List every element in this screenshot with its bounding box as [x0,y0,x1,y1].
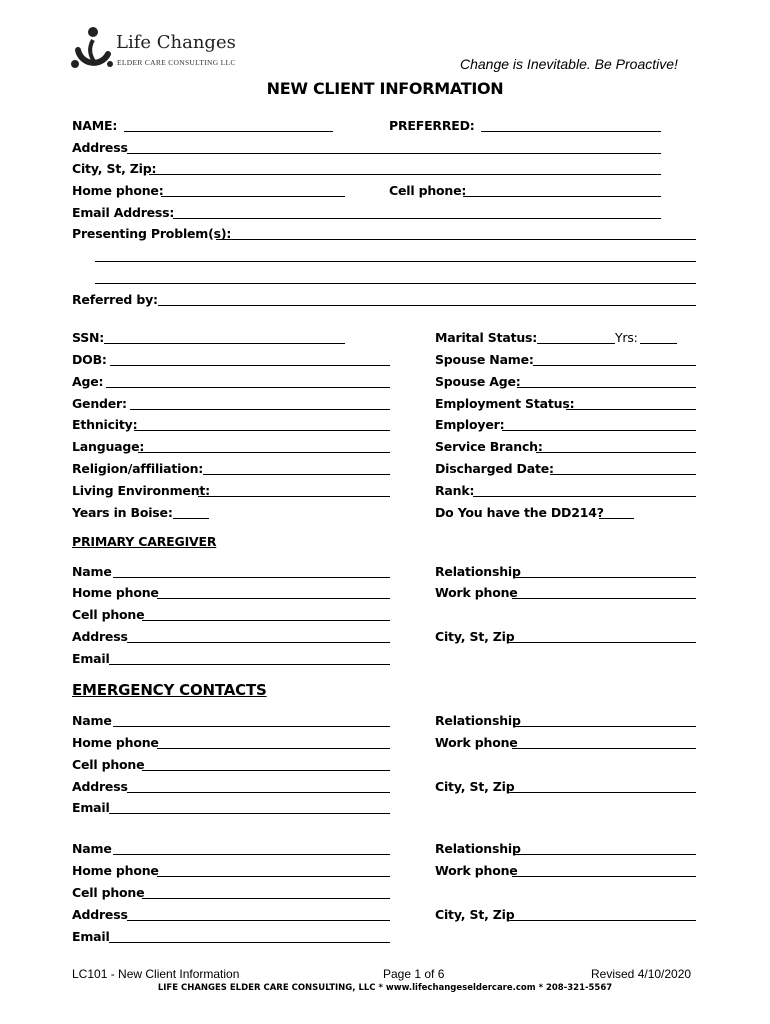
pc-address-field[interactable] [127,642,390,643]
years-in-boise-field[interactable] [173,518,209,519]
pc-cell-phone-field[interactable] [142,620,390,621]
discharged-date-label: Discharged Date: [435,461,554,476]
ec1-city-label: City, St, Zip [435,779,515,794]
footer-company-line: LIFE CHANGES ELDER CARE CONSULTING, LLC * www.lifechangeseldercare.com * 208-321-5567 [157,983,613,993]
ec2-work-phone-field[interactable] [512,876,696,877]
logo-figure-icon [70,26,114,72]
employer-label: Employer: [435,417,505,432]
rank-field[interactable] [473,496,696,497]
dd214-field[interactable] [599,518,634,519]
age-field[interactable] [106,387,390,388]
ec2-home-phone-field[interactable] [157,876,390,877]
employer-field[interactable] [502,430,696,431]
ssn-field[interactable] [104,343,345,344]
emergency-contacts-heading: EMERGENCY CONTACTS [72,681,267,699]
pc-city-field[interactable] [509,642,696,643]
referred-field[interactable] [158,305,696,306]
dob-label: DOB: [72,352,107,367]
discharged-date-field[interactable] [550,474,696,475]
yrs-label: Yrs: [615,330,638,345]
pc-email-label: Email [72,651,110,666]
home-phone-field[interactable] [161,196,345,197]
yrs-field[interactable] [640,343,677,344]
footer-page-number: Page 1 of 6 [383,967,445,981]
ec1-email-field[interactable] [109,813,390,814]
logo-subtitle: ELDER CARE CONSULTING LLC [117,58,236,67]
ec2-address-field[interactable] [127,920,390,921]
ec2-name-field[interactable] [113,854,390,855]
ec1-home-phone-field[interactable] [157,748,390,749]
age-label: Age: [72,374,104,389]
pc-home-phone-label: Home phone [72,585,159,600]
ec2-email-field[interactable] [109,942,390,943]
pc-home-phone-field[interactable] [157,598,390,599]
referred-label: Referred by: [72,292,158,307]
ec1-address-field[interactable] [127,792,390,793]
living-environment-label: Living Environment: [72,483,210,498]
primary-caregiver-heading: PRIMARY CAREGIVER [72,534,217,549]
address-field[interactable] [127,153,661,154]
service-branch-field[interactable] [536,452,696,453]
marital-status-label: Marital Status: [435,330,538,345]
logo-name: Life Changes [116,32,236,53]
dob-field[interactable] [110,365,390,366]
name-label: NAME: [72,118,118,133]
presenting-field-2[interactable] [95,261,696,262]
presenting-label: Presenting Problem(s): [72,226,232,241]
service-branch-label: Service Branch: [435,439,543,454]
ec2-cell-phone-field[interactable] [142,898,390,899]
ec1-cell-phone-label: Cell phone [72,757,145,772]
ec1-work-phone-label: Work phone [435,735,518,750]
religion-field[interactable] [203,474,390,475]
ec1-address-label: Address [72,779,128,794]
ethnicity-field[interactable] [134,430,390,431]
footer-form-id: LC101 - New Client Information [72,967,240,981]
ec1-relationship-field[interactable] [515,726,696,727]
logo [70,26,250,74]
ec1-email-label: Email [72,800,110,815]
cell-phone-label: Cell phone: [389,183,467,198]
cell-phone-field[interactable] [463,196,661,197]
ec2-city-field[interactable] [509,920,696,921]
employment-status-label: Employment Status: [435,396,575,411]
preferred-label: PREFERRED: [389,118,475,133]
ethnicity-label: Ethnicity: [72,417,138,432]
presenting-field-3[interactable] [95,283,696,284]
gender-label: Gender: [72,396,127,411]
living-environment-field[interactable] [198,496,390,497]
ec1-city-field[interactable] [509,792,696,793]
gender-field[interactable] [130,409,390,410]
pc-address-label: Address [72,629,128,644]
ec2-work-phone-label: Work phone [435,863,518,878]
ec2-city-label: City, St, Zip [435,907,515,922]
home-phone-label: Home phone: [72,183,164,198]
ec1-home-phone-label: Home phone [72,735,159,750]
email-field[interactable] [173,218,661,219]
tagline: Change is Inevitable. Be Proactive! [460,56,678,72]
religion-label: Religion/affiliation: [72,461,204,476]
spouse-age-field[interactable] [517,387,696,388]
footer-revised: Revised 4/10/2020 [591,967,692,981]
pc-city-label: City, St, Zip [435,629,515,644]
page-title: NEW CLIENT INFORMATION [266,79,504,98]
pc-cell-phone-label: Cell phone [72,607,145,622]
pc-work-phone-label: Work phone [435,585,518,600]
ec2-cell-phone-label: Cell phone [72,885,145,900]
language-field[interactable] [138,452,390,453]
spouse-name-label: Spouse Name: [435,352,534,367]
name-field[interactable] [124,131,333,132]
city-label: City, St, Zip: [72,161,157,176]
email-label: Email Address: [72,205,175,220]
ec1-name-label: Name [72,713,112,728]
ec2-relationship-field[interactable] [515,854,696,855]
ec2-address-label: Address [72,907,128,922]
pc-name-label: Name [72,564,112,579]
pc-name-field[interactable] [113,577,390,578]
city-field[interactable] [149,174,661,175]
language-label: Language: [72,439,145,454]
spouse-name-field[interactable] [533,365,696,366]
spouse-age-label: Spouse Age: [435,374,521,389]
preferred-field[interactable] [481,131,661,132]
years-in-boise-label: Years in Boise: [72,505,173,520]
pc-relationship-label: Relationship [435,564,521,579]
dd214-label: Do You have the DD214? [435,505,604,520]
ec1-cell-phone-field[interactable] [142,770,390,771]
ec2-email-label: Email [72,929,110,944]
ec2-home-phone-label: Home phone [72,863,159,878]
ec1-relationship-label: Relationship [435,713,521,728]
ssn-label: SSN: [72,330,105,345]
pc-work-phone-field[interactable] [512,598,696,599]
rank-label: Rank: [435,483,475,498]
marital-status-field[interactable] [537,343,615,344]
address-label: Address [72,140,128,155]
ec1-work-phone-field[interactable] [512,748,696,749]
ec2-name-label: Name [72,841,112,856]
presenting-field-1[interactable] [216,239,696,240]
ec2-relationship-label: Relationship [435,841,521,856]
pc-relationship-field[interactable] [515,577,696,578]
pc-email-field[interactable] [109,664,390,665]
ec1-name-field[interactable] [113,726,390,727]
employment-status-field[interactable] [566,409,696,410]
